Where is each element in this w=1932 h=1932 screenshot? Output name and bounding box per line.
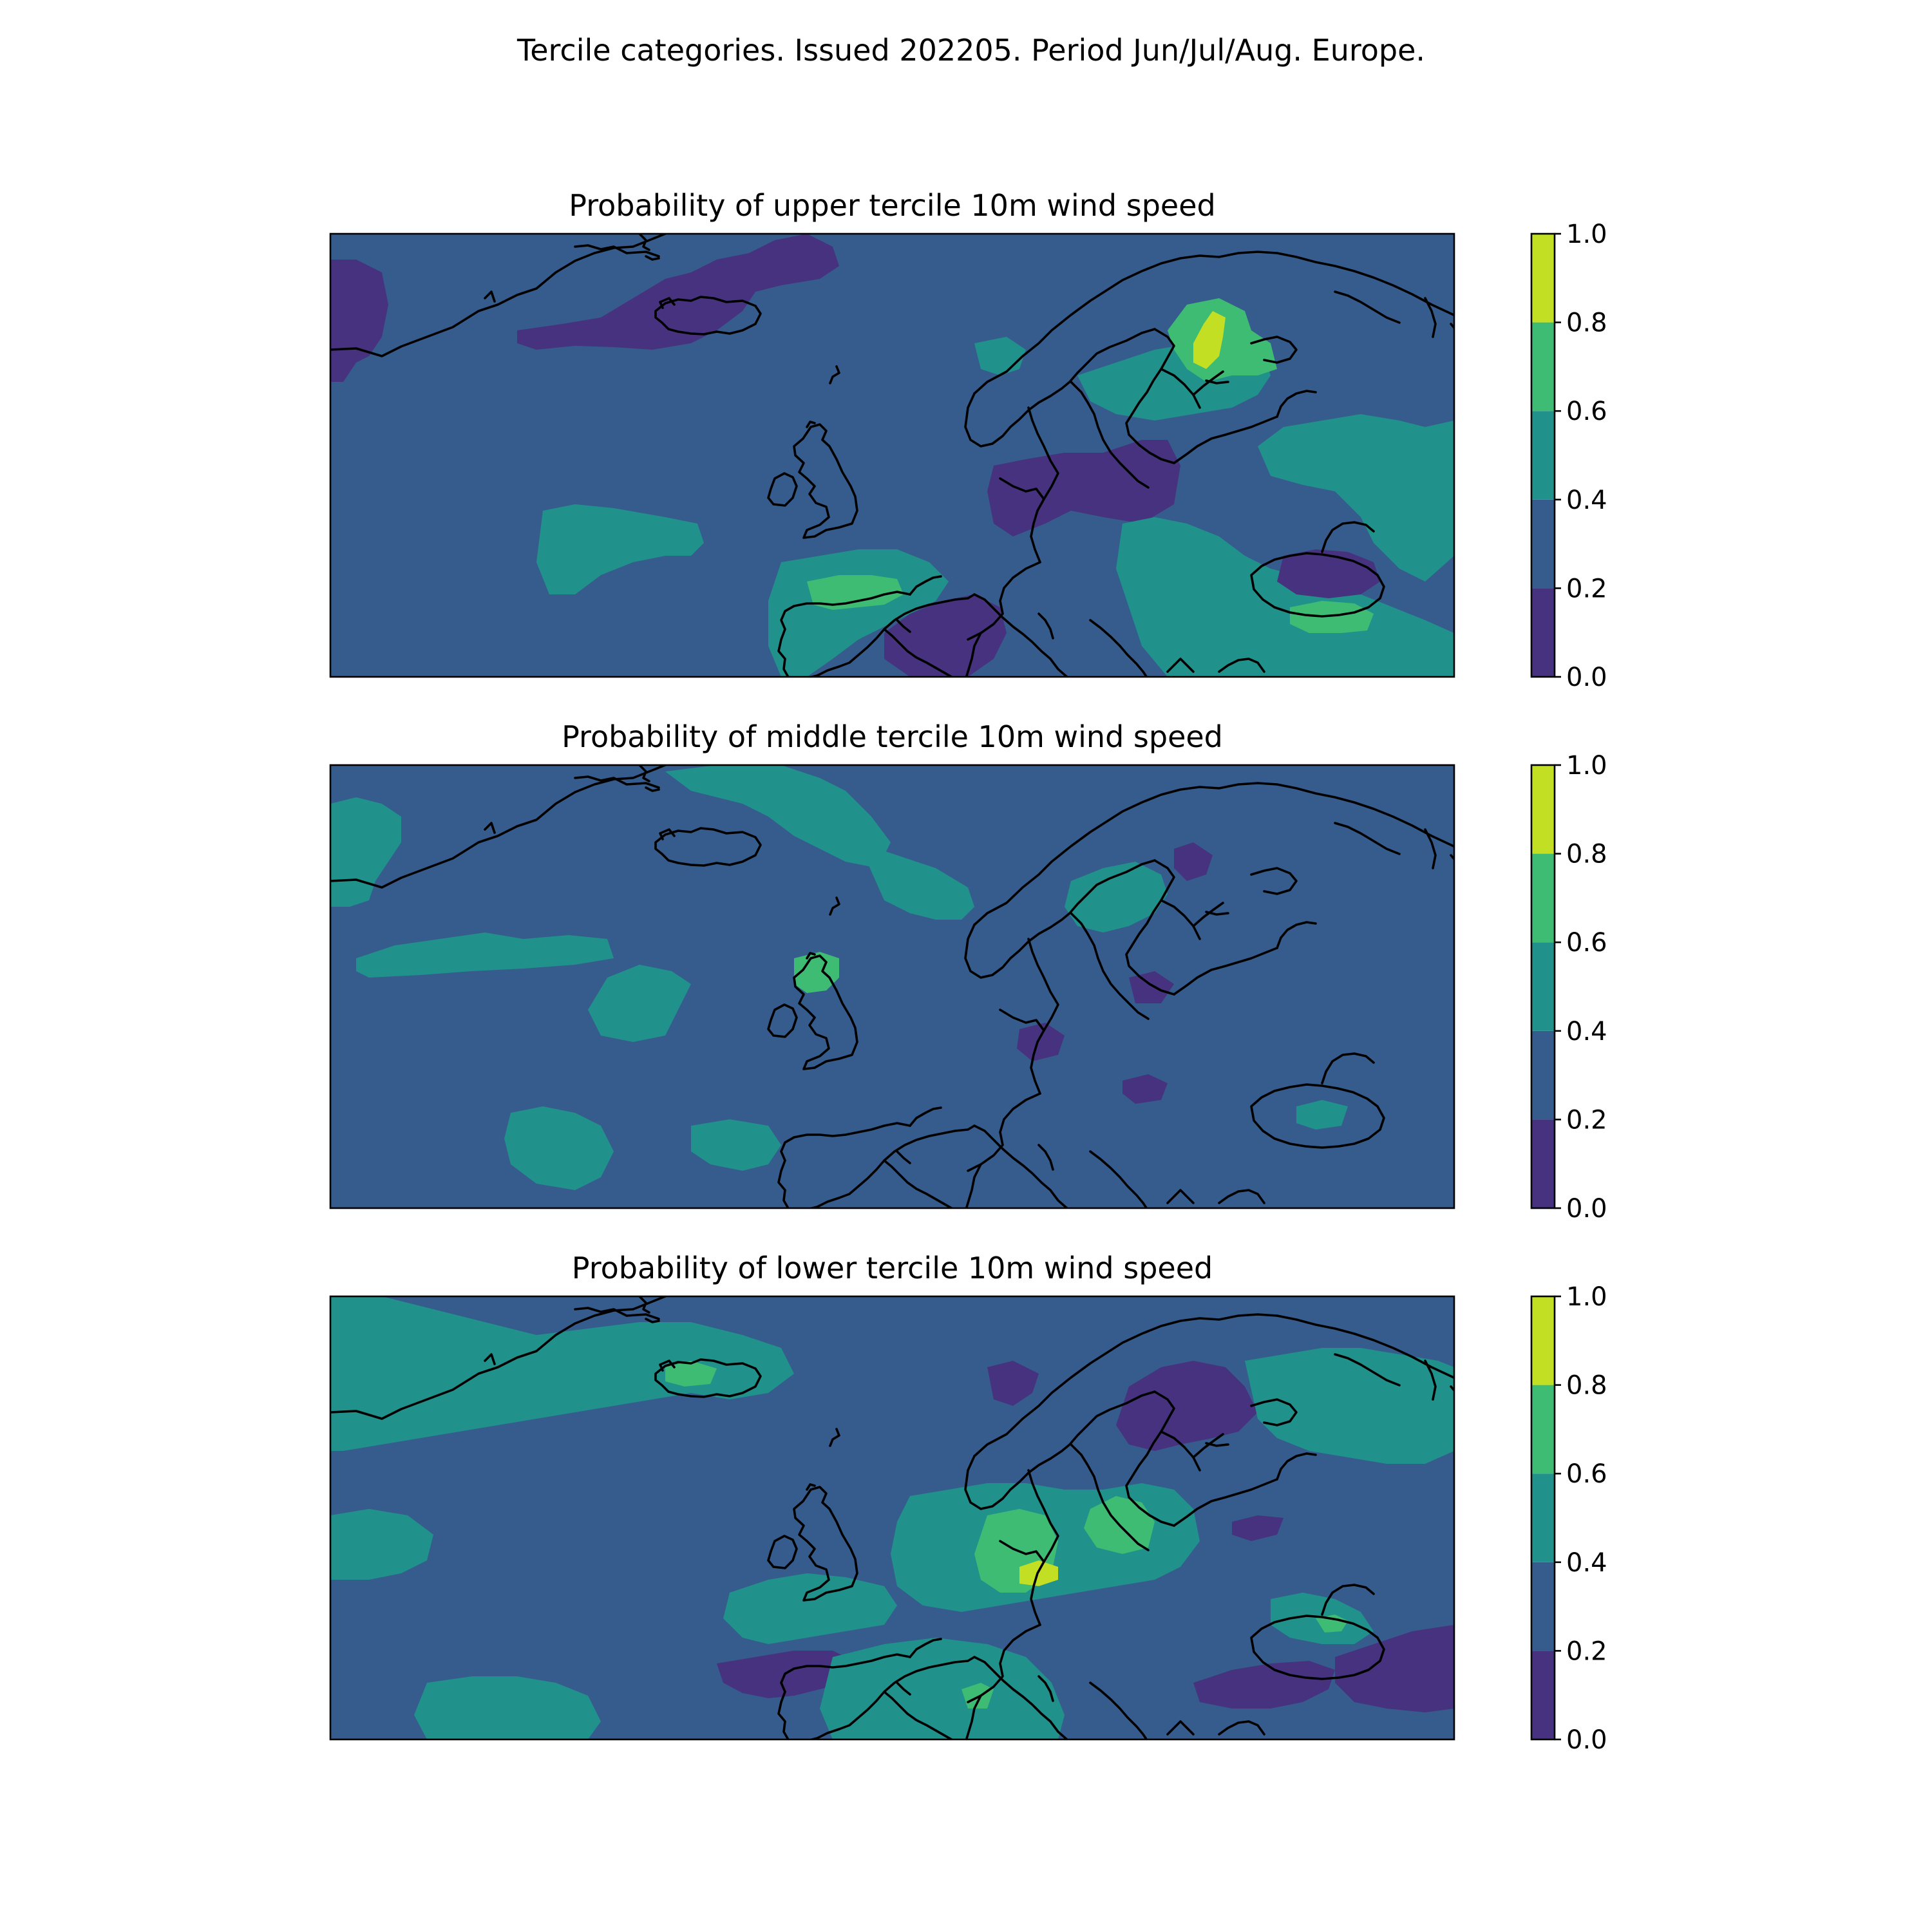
figure-suptitle: Tercile categories. Issued 202205. Period Jun/Jul/Aug. Europe. (516, 33, 1426, 68)
colorbar-middle (1531, 751, 1607, 1224)
colorbar-segment (1531, 411, 1555, 500)
colorbar-tick-label: 0.6 (1566, 397, 1607, 427)
panels (330, 188, 1607, 1755)
colorbar-tick-label: 0.4 (1566, 1016, 1607, 1046)
colorbar-segment (1531, 1385, 1555, 1474)
colorbar-tick-label: 0.2 (1566, 1636, 1607, 1667)
colorbar-segment (1531, 500, 1555, 589)
panel-title-middle: Probability of middle tercile 10m wind speed (562, 719, 1223, 754)
colorbar-segment (1531, 234, 1555, 323)
colorbar-tick-label: 0.0 (1566, 1194, 1607, 1224)
colorbar-segment (1531, 1031, 1555, 1120)
colorbar-lower (1531, 1282, 1607, 1755)
colorbar-upper (1531, 220, 1607, 692)
colorbar-segment (1531, 1562, 1555, 1651)
map-lower (330, 1296, 1490, 1747)
colorbar-segment (1531, 1651, 1555, 1739)
panel-upper (330, 188, 1607, 692)
colorbar-segment (1531, 1119, 1555, 1208)
colorbar-segment (1531, 765, 1555, 854)
map-middle (330, 765, 1490, 1216)
colorbar-tick-label: 1.0 (1566, 1282, 1607, 1312)
colorbar-segment (1531, 854, 1555, 943)
colorbar-tick-label: 0.6 (1566, 1459, 1607, 1490)
colorbar-tick-label: 0.6 (1566, 928, 1607, 958)
colorbar-tick-label: 0.0 (1566, 663, 1607, 692)
colorbar-tick-label: 0.8 (1566, 1370, 1607, 1401)
colorbar-tick-label: 0.0 (1566, 1725, 1607, 1755)
colorbar-tick-label: 1.0 (1566, 220, 1607, 249)
colorbar-tick-label: 0.2 (1566, 574, 1607, 604)
colorbar-segment (1531, 1296, 1555, 1385)
colorbar-tick-label: 0.8 (1566, 839, 1607, 869)
colorbar-tick-label: 0.2 (1566, 1105, 1607, 1135)
map-upper (330, 234, 1490, 685)
panel-lower (330, 1251, 1607, 1755)
colorbar-tick-label: 0.8 (1566, 308, 1607, 338)
panel-middle (330, 719, 1607, 1224)
panel-title-lower: Probability of lower tercile 10m wind speed (571, 1251, 1213, 1285)
colorbar-tick-label: 0.4 (1566, 485, 1607, 515)
colorbar-segment (1531, 1473, 1555, 1562)
colorbar-segment (1531, 942, 1555, 1031)
colorbar-tick-label: 0.4 (1566, 1548, 1607, 1578)
panel-title-upper: Probability of upper tercile 10m wind speed (569, 188, 1216, 223)
colorbar-segment (1531, 323, 1555, 412)
colorbar-tick-label: 1.0 (1566, 751, 1607, 781)
colorbar-segment (1531, 588, 1555, 677)
